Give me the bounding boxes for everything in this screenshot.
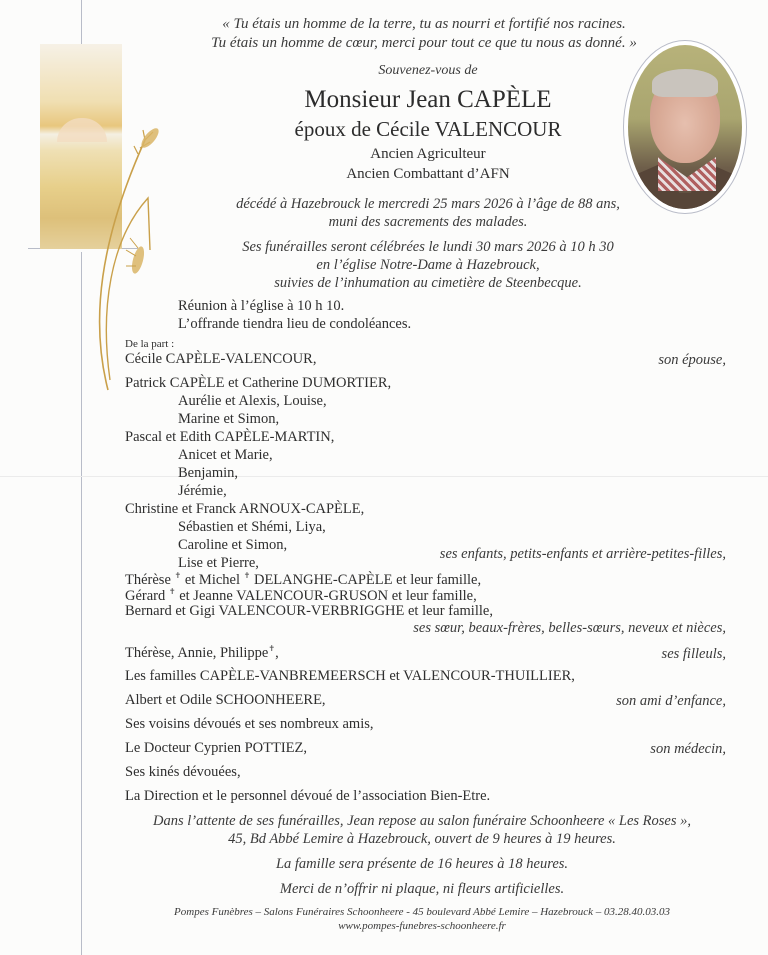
title-farmer: Ancien Agriculteur — [370, 146, 486, 162]
quote-line-1: « Tu étais un homme de la terre, tu as nourri et fortifié nos racines. — [222, 16, 626, 32]
merci-note: Merci de n’offrir ni plaque, ni fleurs artificielles. — [279, 881, 565, 897]
de-la-part-label: De la part : — [125, 338, 175, 350]
family-name-part: Thérèse — [125, 571, 171, 588]
cross-icon: ✝ — [268, 644, 276, 653]
family-line: Anicet et Marie, — [178, 447, 273, 463]
presence-note: La famille sera présente de 16 heures à 18 heures. — [275, 856, 569, 872]
cross-icon: ✝ — [168, 587, 176, 596]
family-line: Jérémie, — [178, 483, 227, 499]
relation-label: ses filleuls, — [661, 646, 726, 662]
family-line: Caroline et Simon, — [178, 537, 288, 553]
family-line: Ses kinés dévouées, — [125, 764, 241, 780]
souvenez-text: Souvenez-vous de — [378, 63, 478, 78]
deceased-name: Monsieur Jean CAPÈLE — [304, 86, 552, 113]
salon-line-1: Dans l’attente de ses funérailles, Jean repose au salon funéraire Schoonheere « Les Roses », — [152, 813, 691, 829]
footer-website[interactable]: www.pompes-funebres-schoonheere.fr — [338, 920, 506, 932]
death-line-1: décédé à Hazebrouck le mercredi 25 mars 2026 à l’âge de 88 ans, — [236, 196, 620, 212]
relation-label: son médecin, — [650, 741, 726, 757]
cross-icon: ✝ — [243, 571, 251, 580]
family-line: Ses voisins dévoués et ses nombreux amis, — [125, 716, 374, 732]
title-veteran: Ancien Combattant d’AFN — [346, 166, 510, 182]
family-line: Lise et Pierre, — [178, 555, 259, 571]
relation-label: son épouse, — [658, 352, 726, 368]
funeral-line-1: Ses funérailles seront célébrées le lundi 30 mars 2026 à 10 h 30 — [242, 239, 614, 255]
family-name-part: Gérard — [125, 587, 166, 604]
relation-label: ses enfants, petits-enfants et arrière-petites-filles, — [439, 546, 726, 562]
relation-label: ses sœur, beaux-frères, belles-sœurs, neveux et nièces, — [413, 620, 726, 636]
family-line: Aurélie et Alexis, Louise, — [178, 393, 327, 409]
spouse-line: époux de Cécile VALENCOUR — [294, 117, 562, 141]
family-line: Christine et Franck ARNOUX-CAPÈLE, — [125, 501, 365, 517]
quote-line-2: Tu étais un homme de cœur, merci pour tout ce que tu nous as donné. » — [211, 35, 637, 51]
offrande-note: L’offrande tiendra lieu de condoléances. — [178, 316, 412, 332]
family-line: La Direction et le personnel dévoué de l’association Bien-Etre. — [125, 788, 491, 804]
funeral-line-2: en l’église Notre-Dame à Hazebrouck, — [316, 257, 540, 273]
funeral-line-3: suivies de l’inhumation au cimetière de Steenbecque. — [274, 275, 582, 291]
family-line: Benjamin, — [178, 465, 239, 481]
family-line: Cécile CAPÈLE-VALENCOUR, — [125, 351, 317, 367]
family-name-part: , — [275, 644, 279, 661]
fold-line — [0, 476, 768, 477]
family-line: Le Docteur Cyprien POTTIEZ, — [125, 740, 308, 756]
family-line: Albert et Odile SCHOONHEERE, — [125, 692, 326, 708]
footer-funeral-home: Pompes Funèbres – Salons Funéraires Schoonheere - 45 boulevard Abbé Lemire – Hazebrouck – 03.28.40.03.03 — [174, 906, 670, 918]
relation-label: son ami d’enfance, — [616, 693, 726, 709]
family-line: Les familles CAPÈLE-VANBREMEERSCH et VALENCOUR-THUILLIER, — [125, 668, 575, 684]
family-name-part: DELANGHE-CAPÈLE et leur famille, — [253, 571, 482, 588]
cross-icon: ✝ — [174, 571, 182, 580]
family-line: Pascal et Edith CAPÈLE-MARTIN, — [125, 429, 335, 445]
family-name-part: et Michel — [184, 571, 241, 588]
family-name-part: et Jeanne VALENCOUR-GRUSON et leur famille, — [179, 587, 477, 604]
reunion-note: Réunion à l’église à 10 h 10. — [178, 298, 345, 314]
family-line — [125, 644, 279, 662]
family-line: Marine et Simon, — [178, 411, 280, 427]
family-line: Sébastien et Shémi, Liya, — [178, 519, 326, 535]
family-line: Patrick CAPÈLE et Catherine DUMORTIER, — [125, 375, 392, 391]
salon-line-2: 45, Bd Abbé Lemire à Hazebrouck, ouvert de 9 heures à 19 heures. — [228, 831, 616, 847]
family-name-part: Thérèse, Annie, Philippe — [125, 644, 269, 661]
family-line: Bernard et Gigi VALENCOUR-VERBRIGGHE et leur famille, — [125, 603, 493, 619]
death-line-2: muni des sacrements des malades. — [328, 214, 528, 230]
